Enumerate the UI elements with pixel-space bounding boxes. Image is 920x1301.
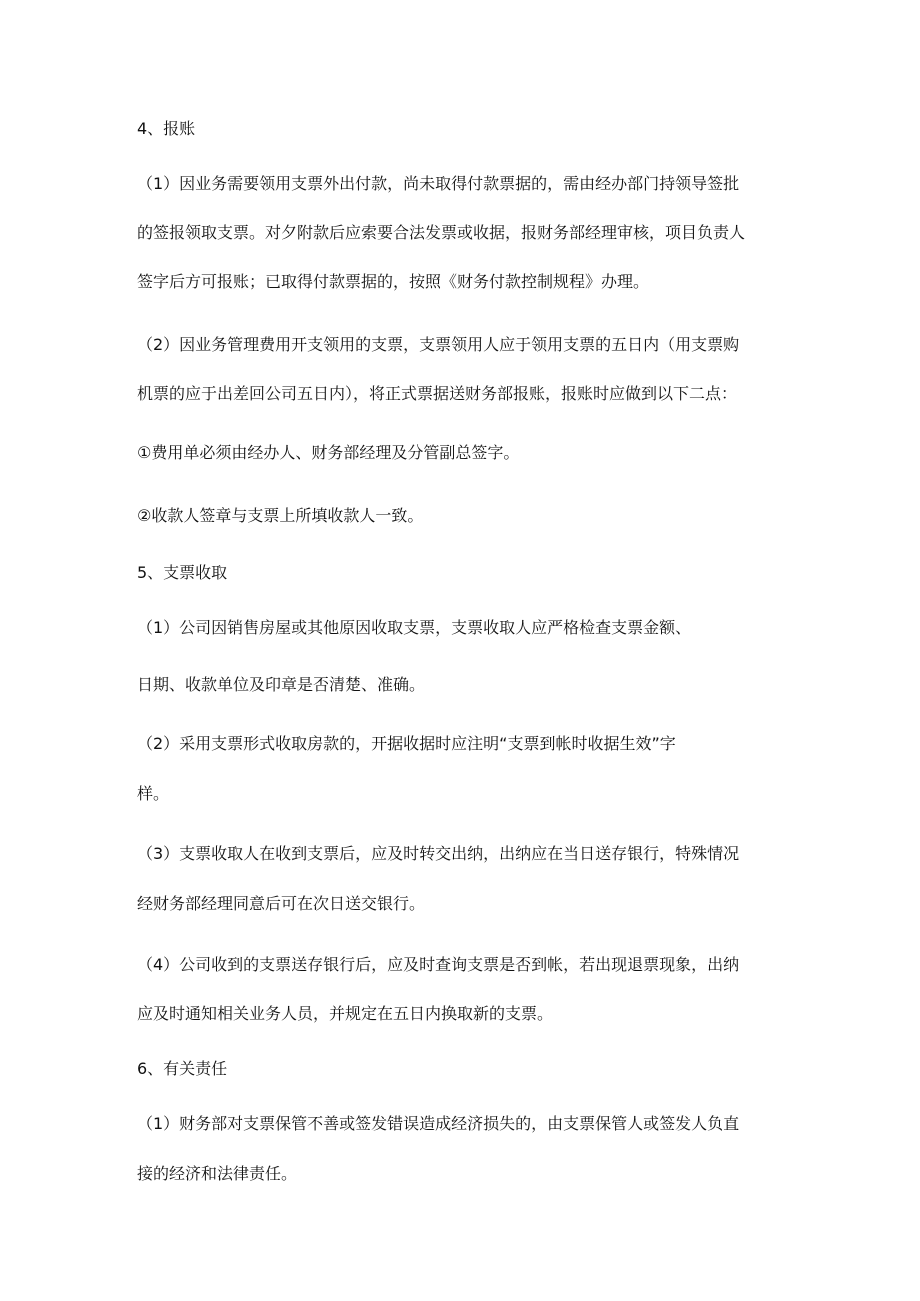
section-heading-reimbursement: 4、报账 <box>137 119 196 138</box>
section-heading-responsibilities: 6、有关责任 <box>137 1059 228 1078</box>
paragraph-line: 机票的应于出差回公司五日内），将正式票据送财务部报账，报账时应做到以下二点： <box>137 384 738 403</box>
paragraph-line: （2）因业务管理费用开支领用的支票，支票领用人应于领用支票的五日内（用支票购 <box>137 335 740 354</box>
paragraph-line: 样。 <box>137 784 170 803</box>
paragraph-line: 的签报领取支票。对夕附款后应索要合法发票或收据，报财务部经理审核，项目负责人 <box>137 223 746 242</box>
paragraph-line: （3）支票收取人在收到支票后，应及时转交出纳，出纳应在当日送存银行，特殊情况 <box>137 844 740 863</box>
paragraph-line: 日期、收款单位及印章是否清楚、准确。 <box>137 675 426 694</box>
paragraph-line: （1）因业务需要领用支票外出付款，尚未取得付款票据的，需由经办部门持领导签批 <box>137 174 740 193</box>
paragraph-line: 应及时通知相关业务人员，并规定在五日内换取新的支票。 <box>137 1004 554 1023</box>
list-item: ②收款人签章与支票上所填收款人一致。 <box>137 506 424 525</box>
paragraph-line: 经财务部经理同意后可在次日送交银行。 <box>137 894 426 913</box>
paragraph-line: 签字后方可报账；已取得付款票据的，按照《财务付款控制规程》办理。 <box>137 272 650 291</box>
paragraph-line: （1）公司因销售房屋或其他原因收取支票，支票收取人应严格检查支票金额、 <box>137 618 692 637</box>
list-item: ①费用单必须由经办人、财务部经理及分管副总签字。 <box>137 443 520 462</box>
paragraph-line: （4）公司收到的支票送存银行后，应及时查询支票是否到帐，若出现退票现象，出纳 <box>137 955 740 974</box>
paragraph-line: （1）财务部对支票保管不善或签发错误造成经济损失的，由支票保管人或签发人负直 <box>137 1114 740 1133</box>
section-heading-cheque-receipt: 5、支票收取 <box>137 563 228 582</box>
paragraph-line: （2）采用支票形式收取房款的，开据收据时应注明“支票到帐时收据生效”字 <box>137 734 676 753</box>
paragraph-line: 接的经济和法律责任。 <box>137 1164 298 1183</box>
